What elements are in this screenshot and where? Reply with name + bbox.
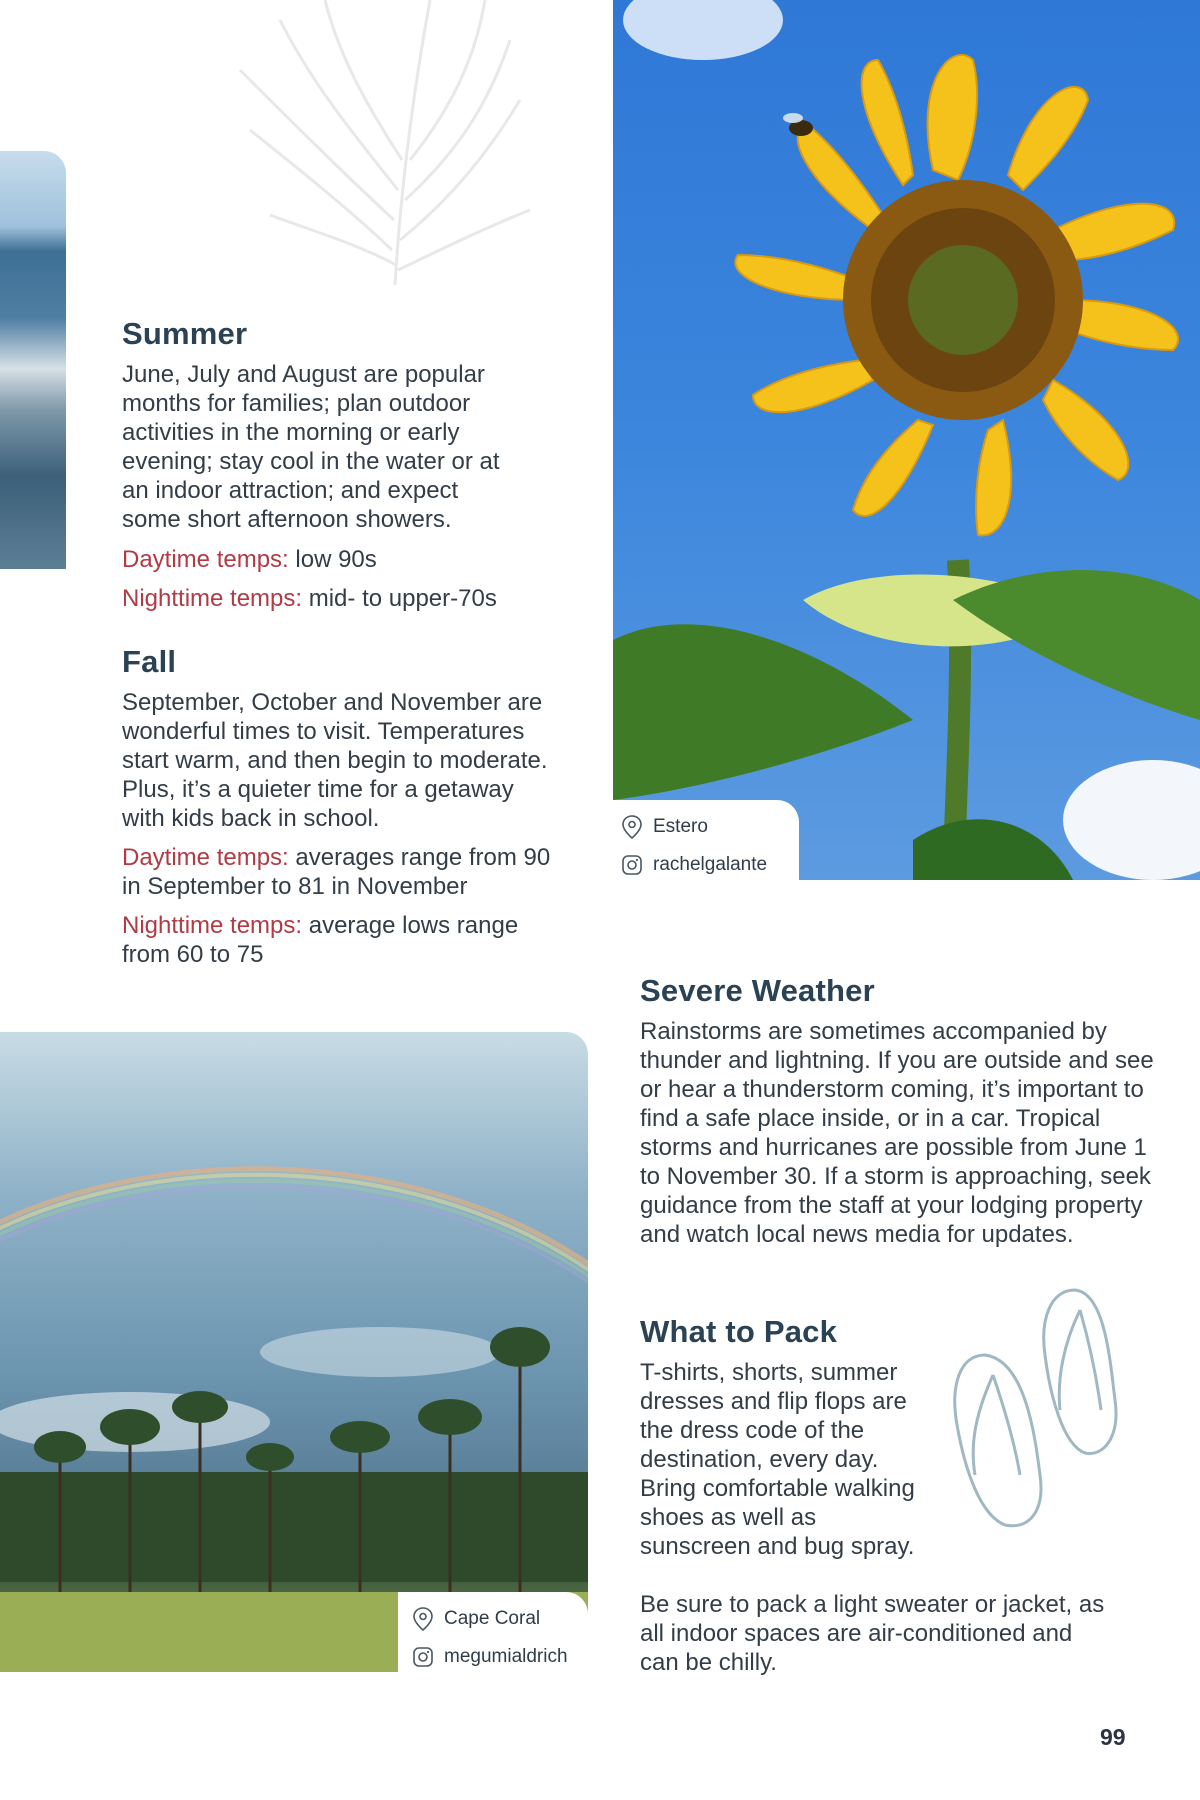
instagram-icon	[412, 1646, 434, 1668]
summer-nighttime-temps	[122, 584, 542, 613]
nighttime-value: mid- to upper-70s	[302, 585, 497, 612]
photo-location-row	[621, 808, 799, 846]
rainbow-photo-caption	[398, 1592, 588, 1672]
summer-heading: Summer	[122, 316, 248, 351]
photo-location: Estero	[653, 816, 708, 837]
daytime-label: Daytime temps:	[122, 546, 289, 573]
daytime-value: averages range from 90 in September to 81 in November	[122, 844, 551, 900]
fall-body: September, October and November are wonderful times to visit. Temperatures start warm, and then begin to moderate. Plus, it’s a quieter time for a getaway with kids back in school.	[122, 689, 548, 832]
daytime-value: low 90s	[288, 546, 377, 573]
page-number: 99	[1100, 1724, 1126, 1750]
daytime-label: Daytime temps:	[122, 844, 289, 871]
summer-body: June, July and August are popular months for families; plan outdoor activities in the morning or early evening; stay cool in the water or at an indoor attraction; and expect some short afternoon showers.	[122, 361, 500, 533]
severe-weather-body: Rainstorms are sometimes accompanied by thunder and lightning. If you are outside and see or hear a thunderstorm coming, it’s important to find a safe place inside, or in a car. Tropical storms and hurricanes are possible from June 1 to November 30. If a storm is approaching, seek guidance from the staff at your lodging property and watch local news media for updates.	[640, 1018, 1154, 1248]
sunflower-illustration	[613, 0, 1200, 880]
map-pin-icon	[621, 814, 643, 840]
photo-location-row	[412, 1600, 588, 1638]
severe-weather-heading: Severe Weather	[640, 973, 875, 1008]
photo-credit-row	[621, 846, 799, 884]
what-to-pack-heading: What to Pack	[640, 1314, 838, 1349]
photo-credit-handle[interactable]: rachelgalante	[653, 854, 768, 875]
nighttime-label: Nighttime temps:	[122, 585, 303, 612]
fall-heading: Fall	[122, 644, 177, 679]
photo-location: Cape Coral	[444, 1608, 541, 1629]
photo-credit-handle[interactable]: megumialdrich	[444, 1646, 568, 1667]
nighttime-label: Nighttime temps:	[122, 912, 303, 939]
fall-nighttime-temps	[122, 911, 562, 969]
map-pin-icon	[412, 1606, 434, 1632]
rainbow-landscape-illustration	[0, 1032, 588, 1672]
what-to-pack-body: T-shirts, shorts, summer dresses and flip flops are the dress code of the destination, every day. Bring comfortable walking shoes as well as sunscreen and bug spray.	[640, 1359, 915, 1560]
summer-daytime-temps	[122, 545, 542, 574]
fall-daytime-temps	[122, 843, 562, 901]
sunflower-photo-caption	[613, 800, 799, 880]
ocean-photo	[0, 151, 66, 569]
flip-flops-icon	[945, 1285, 1130, 1530]
photo-credit-row	[412, 1638, 588, 1676]
what-to-pack-note: Be sure to pack a light sweater or jacket, as all indoor spaces are air-conditioned and can be chilly.	[640, 1591, 1105, 1676]
rainbow-photo	[0, 1032, 588, 1672]
sunflower-photo	[613, 0, 1200, 880]
nighttime-value: average lows range from 60 to 75	[122, 912, 519, 968]
palm-frond-decoration	[130, 0, 600, 290]
instagram-icon	[621, 854, 643, 876]
